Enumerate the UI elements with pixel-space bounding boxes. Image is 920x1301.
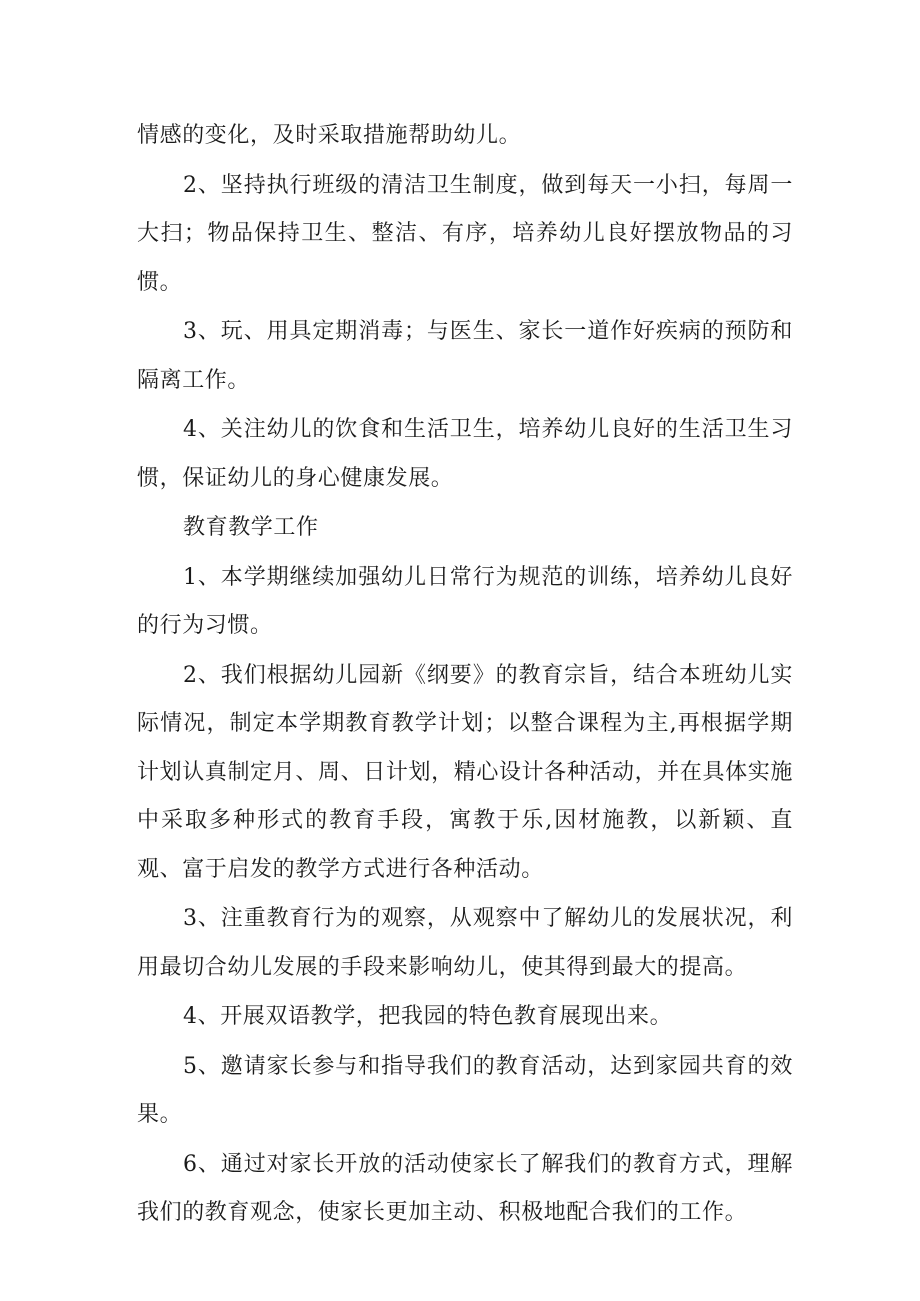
- paragraph-bilingual: 4、开展双语教学，把我园的特色教育展现出来。: [183, 1004, 673, 1029]
- paragraph-observation: 3、注重教育行为的观察，从观察中了解幼儿的发展状况，利用最切合幼儿发展的手段来影响幼儿，使其得到最大的提高。: [137, 906, 793, 980]
- paragraph-diet-health: 4、关注幼儿的饮食和生活卫生，培养幼儿良好的生活卫生习惯，保证幼儿的身心健康发展。: [137, 417, 793, 491]
- paragraph-parent-open-activity: 6、通过对家长开放的活动使家长了解我们的教育方式，理解我们的教育观念，使家长更加主动、积极地配合我们的工作。: [137, 1151, 793, 1225]
- paragraph-disinfection: 3、玩、用具定期消毒；与医生、家长一道作好疾病的预防和隔离工作。: [137, 319, 793, 393]
- paragraph-continuation: 情感的变化，及时采取措施帮助幼儿。: [137, 123, 522, 148]
- paragraph-behavior-training: 1、本学期继续加强幼儿日常行为规范的训练，培养幼儿良好的行为习惯。: [137, 564, 793, 638]
- section-heading-teaching: 教育教学工作: [183, 515, 319, 540]
- paragraph-teaching-plan: 2、我们根据幼儿园新《纲要》的教育宗旨，结合本班幼儿实际情况，制定本学期教育教学计划；以整合课程为主,再根据学期计划认真制定月、周、日计划，精心设计各种活动，并在具体实施中采取多种形式的教育手段，寓教于乐,因材施教，以新颖、直观、富于启发的教学方式进行各种活动。: [137, 662, 793, 882]
- paragraph-parent-participation: 5、邀请家长参与和指导我们的教育活动，达到家园共育的效果。: [137, 1053, 793, 1127]
- paragraph-hygiene-cleaning: 2、坚持执行班级的清洁卫生制度，做到每天一小扫，每周一大扫；物品保持卫生、整洁、有序，培养幼儿良好摆放物品的习惯。: [137, 172, 793, 295]
- document-body: [137, 112, 793, 1239]
